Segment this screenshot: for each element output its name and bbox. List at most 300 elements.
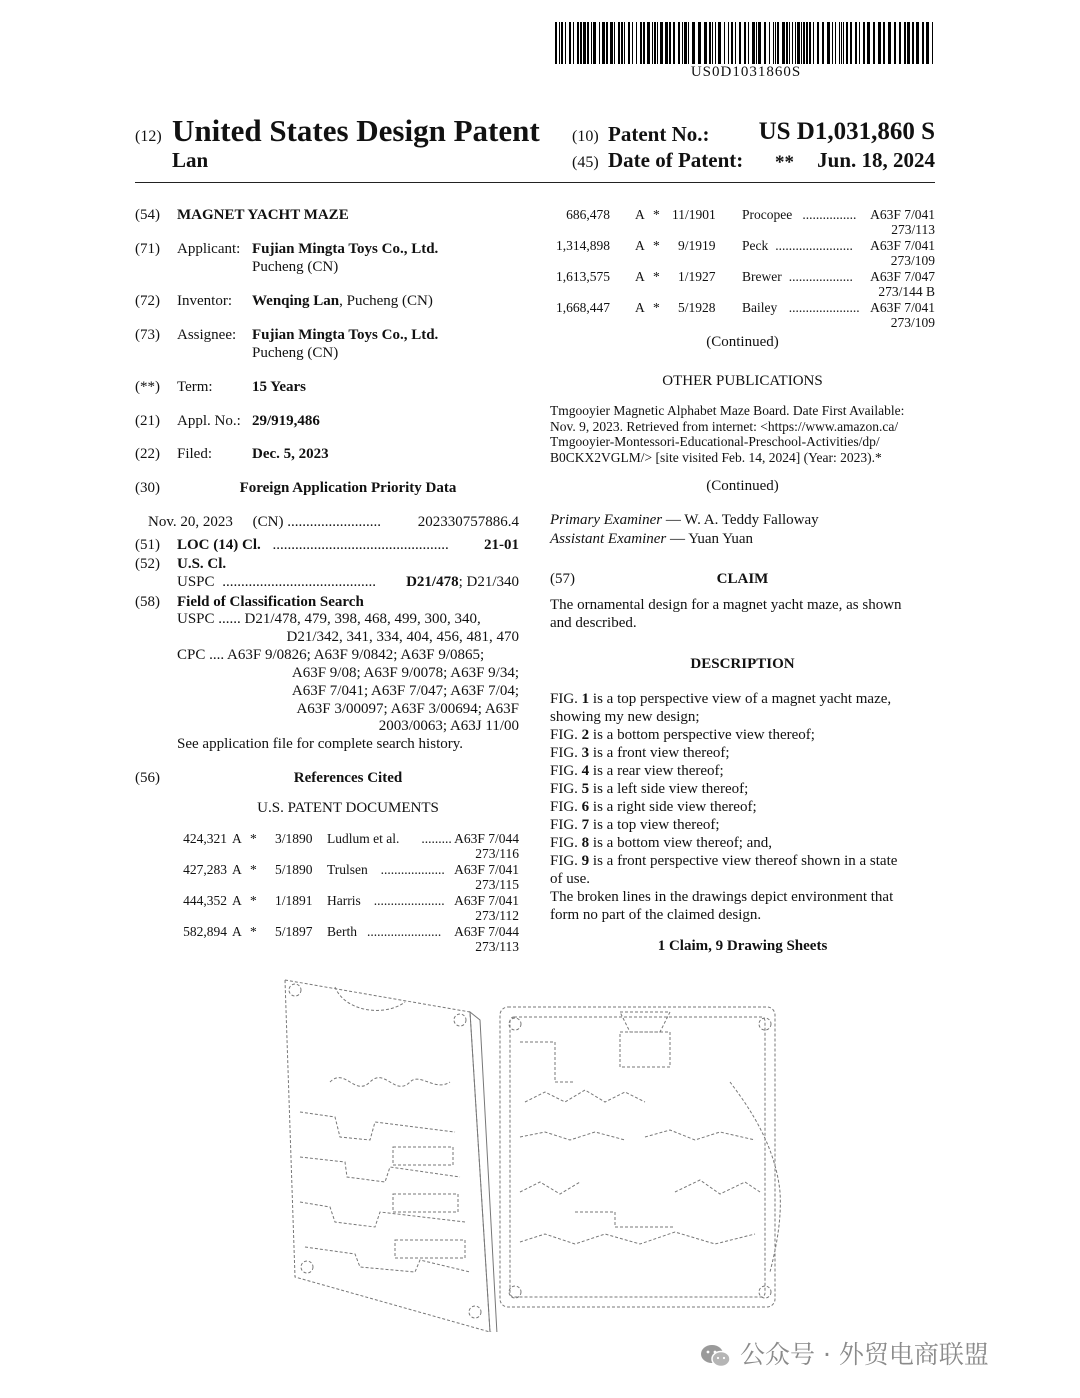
claims-summary: 1 Claim, 9 Drawing Sheets <box>657 938 828 954</box>
fig-number: 6 <box>581 799 590 815</box>
ref-name: Procopee <box>742 207 793 222</box>
field-21-code: (21) <box>135 413 160 429</box>
document-title: United States Design Patent <box>172 113 540 148</box>
barcode-bar <box>769 22 770 64</box>
fig-number: 4 <box>581 763 590 779</box>
barcode-bar <box>809 22 811 64</box>
description-line <box>550 690 935 708</box>
barcode-bar <box>628 22 630 64</box>
publication-line: Nov. 9, 2023. Retrieved from internet: <https://www.amazon.ca/ <box>550 418 899 434</box>
fig-description: The broken lines in the drawings depict environment that <box>550 889 894 905</box>
barcode-bar <box>569 22 571 64</box>
ref-dots: ...................... <box>367 924 442 939</box>
code-45: (45) <box>572 154 599 171</box>
priority-country: (CN) <box>252 514 284 530</box>
ref-kind: A <box>635 300 645 315</box>
barcode-bar <box>636 22 637 64</box>
barcode-bar <box>817 22 819 64</box>
field-52-code: (52) <box>135 556 160 572</box>
barcode-bar <box>678 22 680 64</box>
search-uspc-line: USPC ...... D21/478, 479, 398, 468, 499, 300, 340, <box>177 611 481 627</box>
barcode <box>555 22 937 64</box>
fig-number: 8 <box>581 835 590 851</box>
barcode-bar <box>654 22 656 64</box>
ref-subclass: 273/109 <box>890 315 935 330</box>
ref-subclass: 273/115 <box>475 877 519 892</box>
description-line <box>550 780 935 798</box>
watermark <box>700 1335 989 1371</box>
design-figure-drawing <box>275 972 795 1332</box>
ref-kind: A <box>232 924 242 939</box>
barcode-bar <box>894 22 896 64</box>
barcode-bar <box>712 22 713 64</box>
search-history-note: See application file for complete search history. <box>177 736 464 752</box>
loc-value: 21-01 <box>484 537 519 553</box>
description-line <box>550 870 935 888</box>
description-line <box>550 888 935 906</box>
field-54-code: (54) <box>135 207 160 223</box>
barcode-bar <box>632 22 633 64</box>
barcode-bar <box>739 22 741 64</box>
fig-description: is a top view thereof; <box>589 817 720 833</box>
wechat-icon <box>700 1343 732 1369</box>
barcode-bar <box>643 22 645 64</box>
field-51-code: (51) <box>135 537 160 553</box>
description-heading: DESCRIPTION <box>690 656 795 672</box>
barcode-bar <box>555 22 557 64</box>
filed-value: Dec. 5, 2023 <box>252 446 329 462</box>
design-title: MAGNET YACHT MAZE <box>177 207 349 223</box>
barcode-bar <box>873 22 875 64</box>
search-cpc-line: A63F 9/08; A63F 9/0078; A63F 9/34; <box>291 665 519 681</box>
barcode-bar <box>926 22 929 64</box>
ref-star: * <box>653 300 660 315</box>
barcode-bar <box>561 22 563 64</box>
description-line <box>550 708 935 726</box>
ref-class: A63F 7/041 <box>454 893 519 908</box>
fig-prefix: FIG. <box>550 745 582 761</box>
us-cl-label: U.S. Cl. <box>177 556 227 572</box>
ref-number: 444,352 <box>183 893 227 908</box>
fig-description: is a bottom view thereof; and, <box>589 835 773 851</box>
ref-number: 582,894 <box>183 924 227 939</box>
ref-kind: A <box>232 862 242 877</box>
ref-star: * <box>250 862 257 877</box>
barcode-bar <box>846 22 848 64</box>
ref-class: A63F 7/044 <box>454 924 519 939</box>
patent-no-label: Patent No.: <box>608 122 710 146</box>
uspc-primary: D21/478 <box>406 574 459 590</box>
ref-dots: ................... <box>380 862 445 877</box>
barcode-bar <box>789 22 790 64</box>
barcode-bar <box>904 22 906 64</box>
fig-number: 7 <box>581 817 590 833</box>
term-value: 15 Years <box>252 379 307 395</box>
description-line <box>550 744 935 762</box>
ref-class: A63F 7/041 <box>454 862 519 877</box>
date-label: Date of Patent: <box>608 148 744 172</box>
reference-row <box>550 238 935 269</box>
barcode-bar <box>606 22 608 64</box>
other-publications-heading: OTHER PUBLICATIONS <box>662 373 823 389</box>
ref-dots: ..................... <box>373 893 445 908</box>
uspc-dots: ......................................... <box>222 574 377 590</box>
ref-subclass: 273/116 <box>475 846 519 861</box>
barcode-bar <box>610 22 613 64</box>
assignee-label: Assignee: <box>177 327 237 343</box>
inventor-place: , Pucheng (CN) <box>339 293 433 309</box>
barcode-bar <box>899 22 901 64</box>
code-12: (12) <box>135 128 162 145</box>
barcode-bar <box>883 22 885 64</box>
description-line <box>550 762 935 780</box>
publication-line: B0CKX2VGLM/> [site visited Feb. 14, 2024] (Year: 2023).* <box>550 449 882 465</box>
fig-description: is a left side view thereof; <box>589 781 749 797</box>
barcode-bar <box>709 22 711 64</box>
ref-name: Ludlum et al. <box>327 831 400 846</box>
barcode-bar <box>795 22 796 64</box>
fig-number: 2 <box>581 727 590 743</box>
continued-label: (Continued) <box>706 334 779 350</box>
barcode-bar <box>855 22 857 64</box>
barcode-number: US0D1031860S <box>690 64 802 80</box>
ref-star: * <box>653 238 660 253</box>
barcode-bar <box>735 22 736 64</box>
ref-subclass: 273/112 <box>475 908 519 923</box>
ref-dots: ....................... <box>775 238 853 253</box>
barcode-bar <box>801 22 802 64</box>
claim-heading: CLAIM <box>716 571 769 587</box>
loc-dots: ............................................... <box>272 537 449 553</box>
assignee-name: Fujian Mingta Toys Co., Ltd. <box>252 327 439 343</box>
fig-number: 3 <box>581 745 590 761</box>
ref-class: A63F 7/041 <box>870 300 935 315</box>
header-rule <box>135 182 935 183</box>
barcode-bar <box>843 22 844 64</box>
ref-kind: A <box>635 207 645 222</box>
applicant-name: Fujian Mingta Toys Co., Ltd. <box>252 241 439 257</box>
barcode-bar <box>593 22 596 64</box>
barcode-bar <box>665 22 668 64</box>
claim-text <box>550 596 935 632</box>
barcode-bar <box>660 22 663 64</box>
reference-row <box>177 893 519 924</box>
barcode-bar <box>912 22 914 64</box>
fig-description: is a bottom perspective view thereof; <box>589 727 815 743</box>
barcode-bar <box>775 22 776 64</box>
ref-name: Harris <box>327 893 361 908</box>
ref-date: 5/1897 <box>275 924 313 939</box>
applicant-label: Applicant: <box>177 241 241 257</box>
term-extension-stars: ** <box>775 152 794 173</box>
assistant-examiner-label: Assistant Examiner <box>550 531 667 547</box>
barcode-bar <box>863 22 865 64</box>
barcode-bar <box>806 22 808 64</box>
assignee-place: Pucheng (CN) <box>252 345 339 361</box>
appl-no-value: 29/919,486 <box>252 413 320 429</box>
barcode-bar <box>907 22 910 64</box>
barcode-bar <box>618 22 620 64</box>
ref-class: A63F 7/047 <box>870 269 935 284</box>
ref-class: A63F 7/041 <box>870 238 935 253</box>
publication-line: Tmgooyier Magnetic Alphabet Maze Board. Date First Available: <box>550 403 905 418</box>
barcode-bar <box>728 22 729 64</box>
priority-number: 202330757886.4 <box>417 514 519 530</box>
ref-star: * <box>250 831 257 846</box>
description-line <box>550 906 935 924</box>
field-57-code: (57) <box>550 571 575 587</box>
fig-description: is a front perspective view thereof shown in a state <box>589 853 898 869</box>
barcode-bar <box>822 22 824 64</box>
barcode-bar <box>752 22 755 64</box>
search-cpc-line: A63F 7/041; A63F 7/047; A63F 7/04; <box>291 683 519 699</box>
ref-subclass: 273/113 <box>475 939 519 954</box>
ref-number: 427,283 <box>183 862 227 877</box>
ref-kind: A <box>635 238 645 253</box>
fig-prefix: FIG. <box>550 835 582 851</box>
description-line <box>550 834 935 852</box>
ref-star: * <box>653 269 660 284</box>
barcode-bar <box>704 22 707 64</box>
uspc-label: USPC <box>177 574 215 590</box>
ref-number: 1,613,575 <box>556 269 610 284</box>
search-uspc-line: D21/342, 341, 334, 404, 456, 481, 470 <box>286 629 519 645</box>
loc-label: LOC (14) Cl. <box>177 537 261 553</box>
barcode-bar <box>577 22 579 64</box>
code-10: (10) <box>572 128 599 145</box>
barcode-bar <box>792 22 793 64</box>
fig-number: 1 <box>581 691 590 707</box>
ref-number: 424,321 <box>183 831 227 846</box>
primary-examiner-label: Primary Examiner <box>550 512 663 528</box>
assistant-examiner-name: — Yuan Yuan <box>670 531 754 547</box>
claim-line: and described. <box>550 615 637 631</box>
barcode-bar <box>797 22 800 64</box>
ref-number: 1,668,447 <box>556 300 610 315</box>
fig-prefix: FIG. <box>550 691 582 707</box>
fig-prefix: FIG. <box>550 763 582 779</box>
barcode-bar <box>684 22 687 64</box>
ref-number: 686,478 <box>566 207 610 222</box>
barcode-bar <box>748 22 749 64</box>
right-board <box>500 1007 780 1307</box>
barcode-bar <box>692 22 695 64</box>
field-73-code: (73) <box>135 327 160 343</box>
uspc-row <box>177 573 519 591</box>
fig-prefix: FIG. <box>550 781 582 797</box>
ref-date: 9/1919 <box>678 238 716 253</box>
ref-class: A63F 7/044 <box>454 831 519 846</box>
ref-date: 1/1927 <box>678 269 716 284</box>
barcode-bar <box>647 22 650 64</box>
barcode-bar <box>652 22 653 64</box>
claim-line: The ornamental design for a magnet yacht maze, as shown <box>550 597 902 613</box>
primary-examiner-name: — W. A. Teddy Falloway <box>665 512 819 528</box>
ref-subclass: 273/144 B <box>878 284 935 299</box>
barcode-bar <box>758 22 761 64</box>
barcode-bar <box>839 22 840 64</box>
barcode-bar <box>782 22 785 64</box>
field-30-code: (30) <box>135 480 160 496</box>
ref-date: 11/1901 <box>672 207 716 222</box>
barcode-bar <box>744 22 746 64</box>
barcode-bar <box>832 22 833 64</box>
barcode-bar <box>599 22 600 64</box>
barcode-bar <box>916 22 919 64</box>
fig-description: showing my new design; <box>550 709 700 725</box>
barcode-bar <box>657 22 658 64</box>
left-references-list <box>177 831 519 955</box>
barcode-bar <box>669 22 671 64</box>
barcode-bar <box>786 22 788 64</box>
barcode-bar <box>764 22 766 64</box>
fig-description: is a top perspective view of a magnet yacht maze, <box>589 691 892 707</box>
fig-description: form no part of the claimed design. <box>550 907 762 923</box>
applicant-place: Pucheng (CN) <box>252 259 339 275</box>
field-56-code: (56) <box>135 770 160 786</box>
ref-name: Trulsen <box>327 862 368 877</box>
barcode-bar <box>835 22 836 64</box>
loc-row <box>177 536 519 554</box>
priority-row <box>148 513 519 531</box>
ref-star: * <box>653 207 660 222</box>
barcode-bar <box>850 22 852 64</box>
barcode-bar <box>718 22 721 64</box>
barcode-bar <box>591 22 592 64</box>
ref-dots: ................... <box>788 269 853 284</box>
watermark-text: 公众号 · 外贸电商联盟 <box>740 1340 989 1369</box>
barcode-bar <box>878 22 881 64</box>
inventor-short: Lan <box>172 148 209 172</box>
ref-class: A63F 7/041 <box>870 207 935 222</box>
barcode-bar <box>756 22 757 64</box>
barcode-bar <box>803 22 805 64</box>
ref-date: 3/1890 <box>275 831 313 846</box>
barcode-bar <box>773 22 774 64</box>
search-cpc-line: CPC .... A63F 9/0826; A63F 9/0842; A63F 9/0865; <box>177 647 485 663</box>
barcode-bar <box>602 22 605 64</box>
fig-description: is a rear view thereof; <box>589 763 724 779</box>
ref-name: Berth <box>327 924 357 939</box>
fig-number: 5 <box>581 781 590 797</box>
right-references-list <box>550 207 935 331</box>
ref-name: Peck <box>742 238 769 253</box>
field-71-code: (71) <box>135 241 160 257</box>
barcode-bar <box>573 22 574 64</box>
search-cpc-line: A63F 3/00097; A63F 3/00694; A63F <box>296 701 519 717</box>
reference-row <box>177 831 519 862</box>
ref-kind: A <box>232 893 242 908</box>
ref-dots: ................ <box>802 207 857 222</box>
field-of-search-label: Field of Classification Search <box>177 594 364 610</box>
ref-dots: ..................... <box>788 300 860 315</box>
primary-examiner <box>550 511 819 529</box>
barcode-bar <box>867 22 870 64</box>
ref-kind: A <box>232 831 242 846</box>
term-label: Term: <box>177 379 213 395</box>
ref-dots: ......... <box>421 831 452 846</box>
inventor-label: Inventor: <box>177 293 232 309</box>
ref-subclass: 273/109 <box>890 253 935 268</box>
appl-no-label: Appl. No.: <box>177 413 241 429</box>
fig-description: of use. <box>550 871 590 887</box>
fig-description: is a right side view thereof; <box>589 799 757 815</box>
other-publication-entry <box>550 403 935 465</box>
field-58-code: (58) <box>135 594 160 610</box>
reference-row <box>550 269 935 300</box>
barcode-bar <box>682 22 683 64</box>
description-line <box>550 798 935 816</box>
description-line <box>550 852 935 870</box>
description-line <box>550 726 935 744</box>
left-board <box>285 980 497 1332</box>
ref-date: 5/1928 <box>678 300 716 315</box>
barcode-bar <box>688 22 689 64</box>
fig-number: 9 <box>581 853 590 869</box>
patent-number: US D1,031,860 S <box>758 118 935 145</box>
barcode-bar <box>715 22 716 64</box>
patent-date: Jun. 18, 2024 <box>817 148 935 172</box>
barcode-bar <box>640 22 642 64</box>
inventor-name: Wenqing Lan <box>252 293 340 309</box>
ref-name: Brewer <box>742 269 782 284</box>
barcode-bar <box>580 22 582 64</box>
ref-star: * <box>250 893 257 908</box>
barcode-bar <box>827 22 830 64</box>
ref-date: 5/1890 <box>275 862 313 877</box>
description-list <box>550 690 935 924</box>
barcode-bar <box>614 22 615 64</box>
barcode-bar <box>841 22 842 64</box>
continued-label: (Continued) <box>706 478 779 494</box>
us-patent-documents-heading: U.S. PATENT DOCUMENTS <box>257 800 439 816</box>
field-72-code: (72) <box>135 293 160 309</box>
reference-row <box>550 207 935 238</box>
barcode-bar <box>932 22 933 64</box>
search-cpc-line: 2003/0063; A63J 11/00 <box>378 718 519 734</box>
reference-row <box>177 862 519 893</box>
uspc-secondary: ; D21/340 <box>458 574 519 590</box>
barcode-bar <box>859 22 860 64</box>
barcode-bar <box>565 22 566 64</box>
priority-data-heading: Foreign Application Priority Data <box>239 480 457 496</box>
fig-prefix: FIG. <box>550 727 582 743</box>
barcode-bar <box>813 22 814 64</box>
barcode-bar <box>888 22 891 64</box>
ref-star: * <box>250 924 257 939</box>
barcode-bar <box>559 22 560 64</box>
ref-name: Bailey <box>742 300 778 315</box>
filed-label: Filed: <box>177 446 213 462</box>
barcode-bar <box>673 22 675 64</box>
ref-subclass: 273/113 <box>891 222 935 237</box>
field-22-code: (22) <box>135 446 160 462</box>
barcode-bar <box>698 22 701 64</box>
barcode-bar <box>587 22 589 64</box>
priority-dots: ......................... <box>287 514 381 530</box>
ref-number: 1,314,898 <box>556 238 610 253</box>
barcode-bar <box>724 22 725 64</box>
description-line <box>550 816 935 834</box>
barcode-bar <box>731 22 733 64</box>
barcode-bar <box>624 22 625 64</box>
fig-prefix: FIG. <box>550 817 582 833</box>
barcode-bar <box>583 22 586 64</box>
reference-row <box>177 924 519 955</box>
reference-row <box>550 300 935 331</box>
references-cited-heading: References Cited <box>293 770 403 786</box>
barcode-bar <box>777 22 779 64</box>
